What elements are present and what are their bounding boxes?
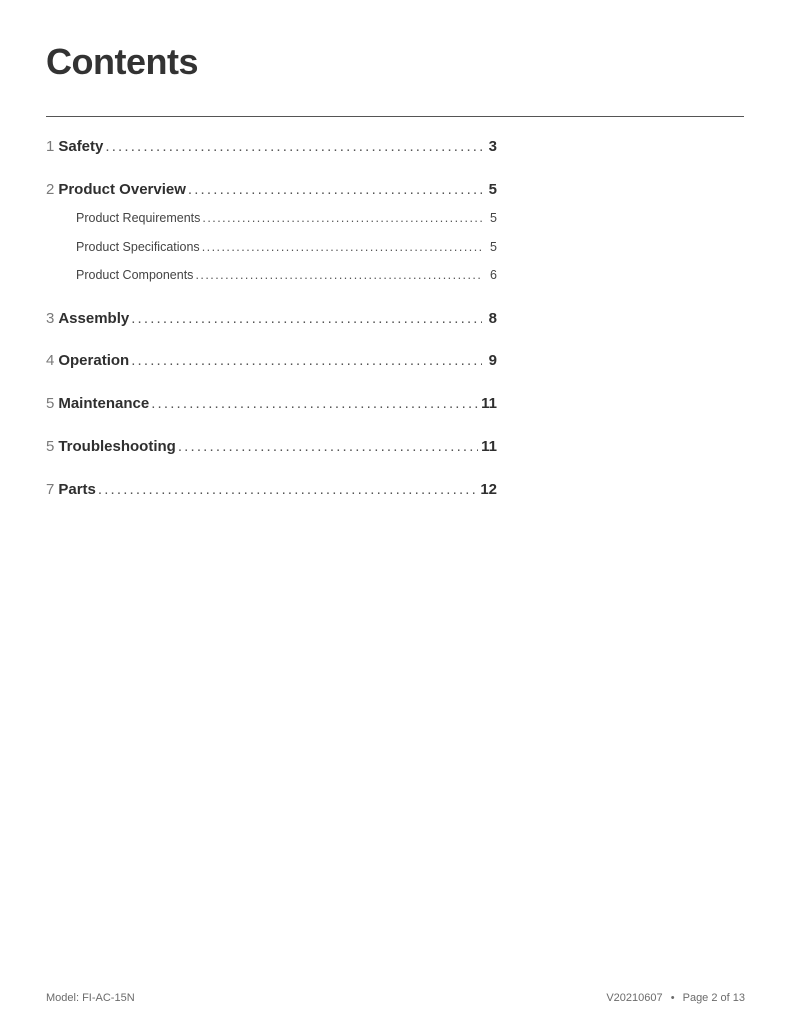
toc-entry-maintenance[interactable] (46, 395, 497, 419)
footer-version: V20210607 (606, 992, 663, 1004)
toc-subentry-label: Product Components (76, 268, 194, 282)
page-title: Contents (46, 41, 198, 82)
toc-subentry-label: Product Specifications (76, 240, 200, 254)
footer-bullet: • (670, 992, 675, 1004)
toc-entry-number: 7 (46, 481, 55, 498)
toc-entry-number: 5 (46, 438, 55, 455)
toc-subentry-page: 5 (490, 240, 497, 254)
title-divider (46, 116, 744, 117)
toc-dot-leader (131, 310, 482, 327)
toc-entry-page: 12 (480, 481, 497, 498)
toc-subentry-product-requirements[interactable] (76, 211, 497, 235)
toc-entry-assembly[interactable] (46, 310, 497, 334)
toc-subentry-product-specifications[interactable] (76, 240, 497, 264)
toc-entry-page: 5 (488, 181, 497, 198)
toc-entry-number: 3 (46, 310, 55, 327)
toc-entry-operation[interactable] (46, 352, 497, 376)
toc-dot-leader (202, 211, 482, 225)
toc-entry-label: Maintenance (58, 395, 150, 412)
toc-subentry-label: Product Requirements (76, 211, 201, 225)
toc-entry-page: 9 (488, 352, 497, 369)
toc-dot-leader (202, 240, 482, 254)
toc-entry-page: 3 (488, 138, 497, 155)
toc-entry-product-overview[interactable] (46, 181, 497, 205)
footer-page-info (606, 992, 745, 1004)
toc-dot-leader (151, 395, 478, 412)
toc-entry-label: Product Overview (58, 181, 186, 198)
toc-entry-label: Troubleshooting (58, 438, 176, 455)
toc-subentry-page: 5 (490, 211, 497, 225)
toc-entry-page: 8 (488, 310, 497, 327)
toc-entry-label: Operation (58, 352, 130, 369)
toc-entry-label: Safety (58, 138, 104, 155)
toc-entry-number: 1 (46, 138, 55, 155)
toc-entry-troubleshooting[interactable] (46, 438, 497, 462)
toc-entry-label: Assembly (58, 310, 130, 327)
toc-entry-page: 11 (481, 395, 497, 412)
toc-entry-page: 11 (481, 438, 497, 455)
toc-dot-leader (98, 481, 477, 498)
toc-subentry-product-components[interactable] (76, 268, 497, 292)
toc-dot-leader (178, 438, 478, 455)
toc-entry-safety[interactable] (46, 138, 497, 162)
toc-entry-number: 2 (46, 181, 55, 198)
toc-entry-number: 5 (46, 395, 55, 412)
toc-subentry-page: 6 (490, 268, 497, 282)
toc-dot-leader (105, 138, 482, 155)
toc-entry-parts[interactable] (46, 481, 497, 505)
toc-dot-leader (188, 181, 482, 198)
toc-entry-label: Parts (58, 481, 96, 498)
footer-model: Model: FI-AC-15N (46, 992, 135, 1004)
toc-entry-number: 4 (46, 352, 55, 369)
toc-dot-leader (195, 268, 482, 282)
toc-dot-leader (131, 352, 482, 369)
footer-page-number: Page 2 of 13 (682, 992, 745, 1004)
